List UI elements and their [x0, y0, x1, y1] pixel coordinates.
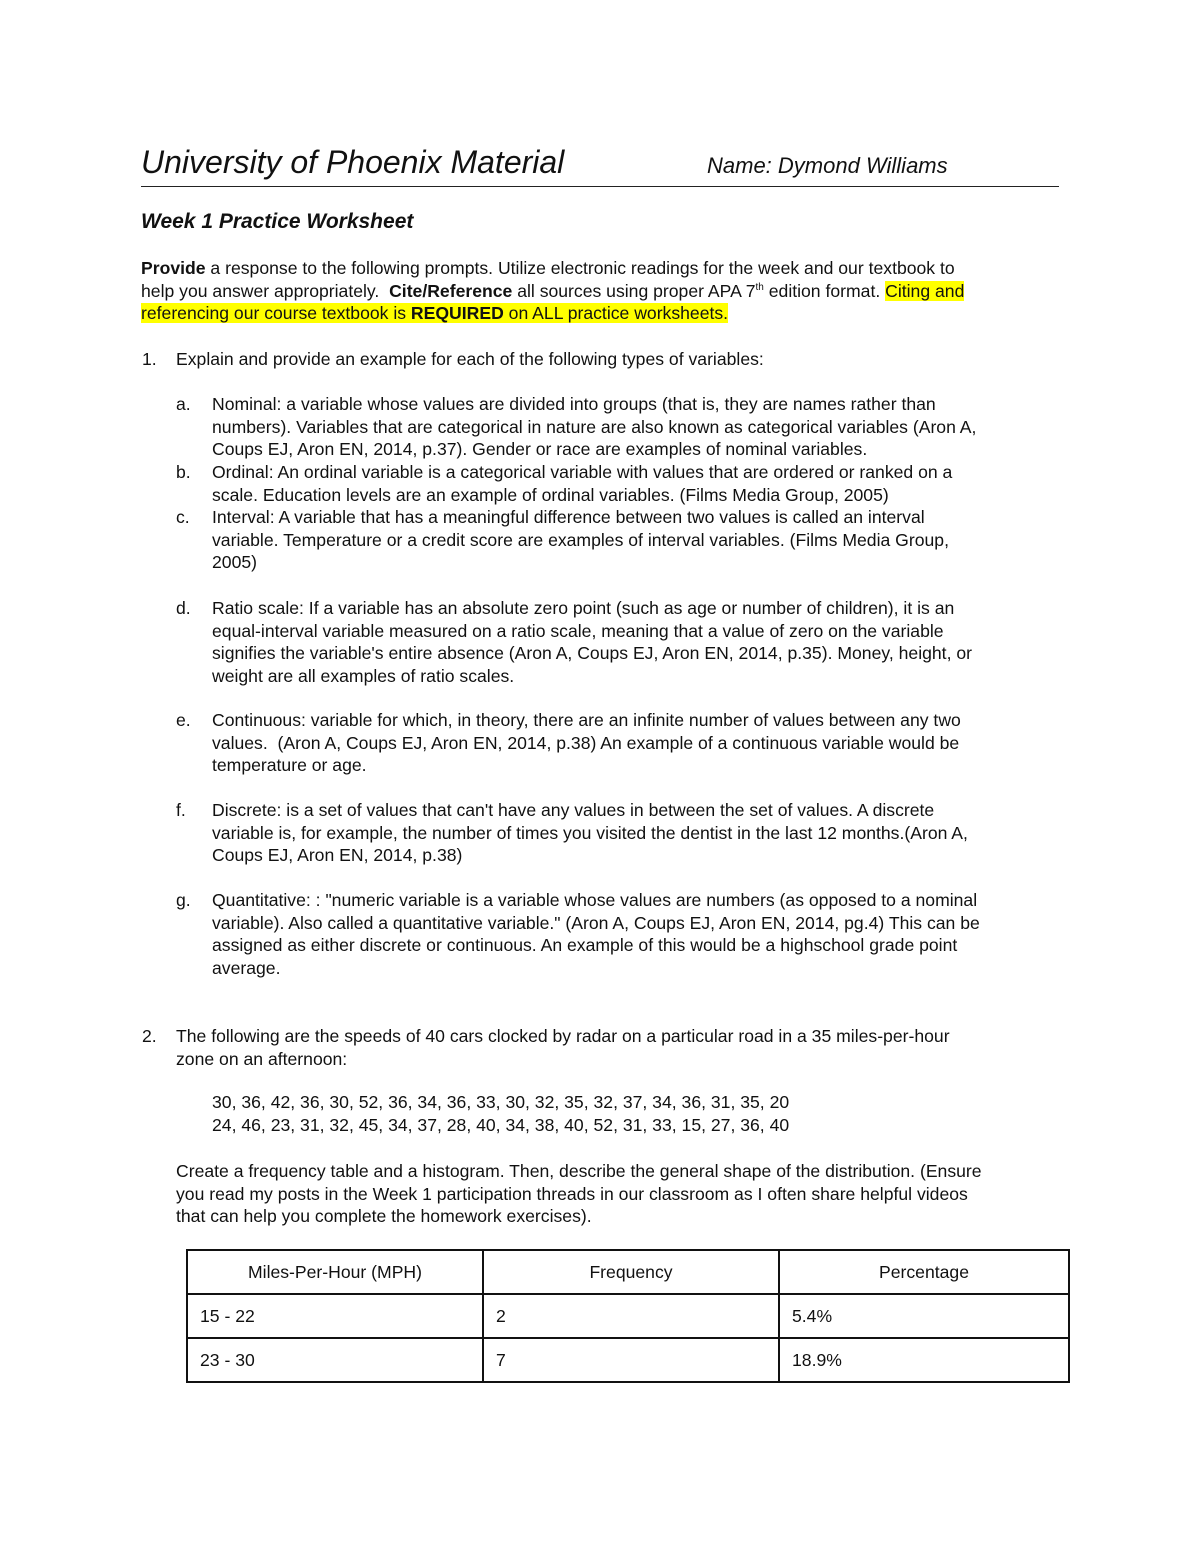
- question-1-number: 1.: [142, 349, 157, 369]
- item-line: values. (Aron A, Coups EJ, Aron EN, 2014, p.38) An example of a continuous variable would be: [212, 732, 960, 753]
- intro-paragraph: [141, 257, 1071, 325]
- item-line: equal-interval variable measured on a ratio scale, meaning that a value of zero on the variable: [212, 620, 944, 641]
- item-line: numbers). Variables that are categorical in nature are also known as categorical variables (Aron A,: [212, 416, 977, 437]
- table-cell-frequency: 7: [483, 1338, 779, 1382]
- highlight-line-3-end: on ALL practice worksheets.: [503, 303, 729, 324]
- speed-data-line: 30, 36, 42, 36, 30, 52, 36, 34, 36, 33, 30, 32, 35, 32, 37, 34, 36, 31, 35, 20: [212, 1092, 790, 1112]
- column-header-frequency: Frequency: [483, 1250, 779, 1294]
- item-line: 2005): [212, 552, 257, 573]
- item-line: Coups EJ, Aron EN, 2014, p.38): [212, 845, 463, 866]
- item-line: Ratio scale: If a variable has an absolute zero point (such as age or number of children), it is an: [212, 598, 955, 618]
- item-letter: c.: [176, 507, 190, 527]
- item-line: Ordinal: An ordinal variable is a categorical variable with values that are ordered or ranked on a: [212, 462, 953, 482]
- item-line: average.: [212, 957, 281, 978]
- question-2-instructions: [176, 1160, 982, 1228]
- item-line: variable). Also called a quantitative variable." (Aron A, Coups EJ, Aron EN, 2014, pg.4) This can be: [212, 912, 980, 933]
- table-cell-mph: 15 - 22: [187, 1294, 483, 1338]
- item-line: Nominal: a variable whose values are divided into groups (that is, they are names rather than: [212, 394, 936, 414]
- table-cell-percentage: 5.4%: [779, 1294, 1069, 1338]
- item-line: Continuous: variable for which, in theory, there are an infinite number of values between any two: [212, 710, 961, 730]
- item-letter: f.: [176, 800, 186, 820]
- item-line: variable is, for example, the number of times you visited the dentist in the last 12 months.(Aron A,: [212, 822, 968, 843]
- item-letter: e.: [176, 710, 191, 730]
- item-line: Interval: A variable that has a meaningful difference between two values is called an interval: [212, 507, 925, 527]
- item-line: scale. Education levels are an example of ordinal variables. (Films Media Group, 2005): [212, 484, 889, 505]
- speed-data-line: 24, 46, 23, 31, 32, 45, 34, 37, 28, 40, 34, 38, 40, 52, 31, 33, 15, 27, 36, 40: [212, 1114, 790, 1135]
- frequency-table: [186, 1249, 1070, 1383]
- column-header-mph: Miles-Per-Hour (MPH): [187, 1250, 483, 1294]
- table-row: [187, 1294, 1069, 1338]
- item-line: Discrete: is a set of values that can't have any values in between the set of values. A discrete: [212, 800, 935, 820]
- instruction-line: that can help you complete the homework exercises).: [176, 1206, 592, 1227]
- instruction-line: you read my posts in the Week 1 participation threads in our classroom as I often share helpful videos: [176, 1183, 968, 1204]
- item-letter: a.: [176, 394, 191, 414]
- table-header-row: [187, 1250, 1069, 1294]
- intro-line-2-mid: all sources using proper APA 7: [512, 280, 756, 301]
- highlight-citing: Citing and: [885, 280, 965, 301]
- item-line: weight are all examples of ratio scales.: [212, 665, 515, 686]
- item-line: Coups EJ, Aron EN, 2014, p.37). Gender or race are examples of nominal variables.: [212, 439, 868, 460]
- item-line: Quantitative: : "numeric variable is a variable whose values are numbers (as opposed to a nominal: [212, 890, 978, 910]
- question-2-line: The following are the speeds of 40 cars clocked by radar on a particular road in a 35 miles-per-hour: [176, 1026, 950, 1046]
- superscript-th: th: [755, 281, 764, 293]
- worksheet-title: Week 1 Practice Worksheet: [141, 210, 414, 233]
- student-name: Name: Dymond Williams: [707, 153, 948, 178]
- item-letter: d.: [176, 598, 191, 618]
- highlight-line-3-start: referencing our course textbook is: [141, 303, 411, 324]
- item-line: temperature or age.: [212, 755, 367, 776]
- table-cell-mph: 23 - 30: [187, 1338, 483, 1382]
- item-letter: b.: [176, 462, 191, 482]
- column-header-percentage: Percentage: [779, 1250, 1069, 1294]
- intro-line-2-end: edition format.: [763, 280, 886, 301]
- document-header: [141, 142, 1059, 187]
- table-row: [187, 1338, 1069, 1382]
- speed-data: [212, 1091, 789, 1136]
- question-2-text: [176, 1025, 950, 1070]
- item-line: assigned as either discrete or continuous. An example of this would be a highschool grade point: [212, 935, 958, 956]
- required-label: REQUIRED: [410, 303, 504, 324]
- document-title: University of Phoenix Material: [141, 144, 565, 180]
- item-line: signifies the variable's entire absence (Aron A, Coups EJ, Aron EN, 2014, p.35). Money, height, or: [212, 643, 972, 664]
- question-1-text: Explain and provide an example for each of the following types of variables:: [176, 349, 764, 369]
- intro-line-1: a response to the following prompts. Utilize electronic readings for the week and our textbook to: [205, 258, 955, 278]
- item-line: variable. Temperature or a credit score are examples of interval variables. (Films Media Group,: [212, 529, 949, 550]
- question-2-number: 2.: [142, 1026, 157, 1046]
- item-letter: g.: [176, 890, 191, 910]
- instruction-line: Create a frequency table and a histogram. Then, describe the general shape of the distribution. (Ensure: [176, 1161, 982, 1181]
- cite-reference-label: Cite/Reference: [389, 280, 513, 301]
- table-cell-percentage: 18.9%: [779, 1338, 1069, 1382]
- intro-line-2-start: help you answer appropriately.: [141, 280, 390, 301]
- provide-label: Provide: [141, 258, 206, 278]
- highlight-referencing: [141, 303, 728, 323]
- table-cell-frequency: 2: [483, 1294, 779, 1338]
- question-2-line: zone on an afternoon:: [176, 1048, 348, 1069]
